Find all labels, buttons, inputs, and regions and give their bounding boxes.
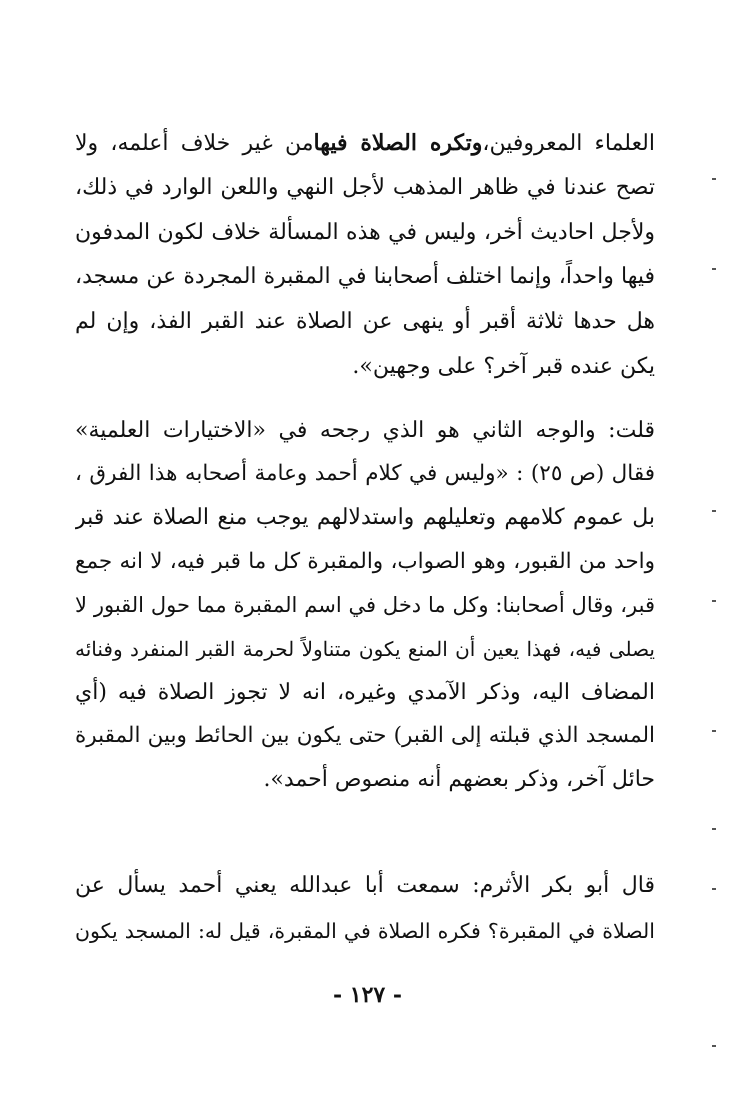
paragraph-1-line-4: فيها واحداً، وإنما اختلف أصحابنا في المقبرة المجردة عن مسجد، bbox=[75, 264, 655, 289]
paragraph-2-line-5: قبر، وقال أصحابنا: وكل ما دخل في اسم المقبرة مما حول القبور لا bbox=[75, 593, 655, 617]
scan-mark bbox=[712, 1045, 716, 1047]
paragraph-1-line-5: هل حدها ثلاثة أقبر أو ينهى عن الصلاة عند القبر الفذ، وإن لم bbox=[75, 309, 655, 334]
paragraph-2-line-3: بل عموم كلامهم وتعليلهم واستدلالهم يوجب منع الصلاة عند قبر bbox=[75, 505, 655, 530]
paragraph-1-line-2: تصح عندنا في ظاهر المذهب لأجل النهي واللعن الوارد في ذلك، bbox=[75, 175, 655, 200]
page-number: - ١٢٧ - bbox=[332, 982, 403, 1008]
paragraph-1-line-6: يكن عنده قبر آخر؟ على وجهين». bbox=[352, 354, 655, 379]
paragraph-2-line-6: يصلى فيه، فهذا يعين أن المنع يكون متناولاً لحرمة القبر المنفرد وفنائه bbox=[75, 637, 655, 661]
scan-mark bbox=[712, 178, 716, 180]
scan-mark bbox=[712, 510, 716, 512]
bold-phrase: وتكره الصلاة فيها bbox=[313, 130, 483, 156]
text-segment: العلماء المعروفين، bbox=[482, 131, 655, 156]
scan-mark bbox=[712, 888, 716, 890]
scan-mark bbox=[712, 268, 716, 270]
paragraph-2-line-9: حائل آخر، وذكر بعضهم أنه منصوص أحمد». bbox=[263, 767, 655, 792]
paragraph-1-line-1 bbox=[75, 121, 655, 165]
paragraph-2-line-1: قلت: والوجه الثاني هو الذي رجحه في «الاختيارات العلمية» bbox=[75, 418, 655, 443]
paragraph-3-line-2: الصلاة في المقبرة؟ فكره الصلاة في المقبرة، قيل له: المسجد يكون bbox=[75, 919, 655, 943]
scan-mark bbox=[712, 730, 716, 732]
paragraph-1-line-3: ولأجل احاديث أخر، وليس في هذه المسألة خلاف لكون المدفون bbox=[75, 220, 655, 245]
paragraph-2-line-8: المسجد الذي قبلته إلى القبر) حتى يكون بين الحائط وبين المقبرة bbox=[75, 723, 655, 748]
scan-mark bbox=[712, 828, 716, 830]
paragraph-2-line-2: فقال (ص ٢٥) : «وليس في كلام أحمد وعامة أصحابه هذا الفرق ، bbox=[75, 461, 655, 486]
text-segment: من غير خلاف أعلمه، ولا bbox=[75, 131, 314, 156]
paragraph-2-line-4: واحد من القبور، وهو الصواب، والمقبرة كل ما قبر فيه، لا انه جمع bbox=[75, 549, 655, 574]
paragraph-2-line-7: المضاف اليه، وذكر الآمدي وغيره، انه لا تجوز الصلاة فيه (أي bbox=[75, 680, 655, 705]
scan-mark bbox=[712, 600, 716, 602]
paragraph-3-line-1: قال أبو بكر الأثرم: سمعت أبا عبدالله يعني أحمد يسأل عن bbox=[75, 873, 655, 898]
